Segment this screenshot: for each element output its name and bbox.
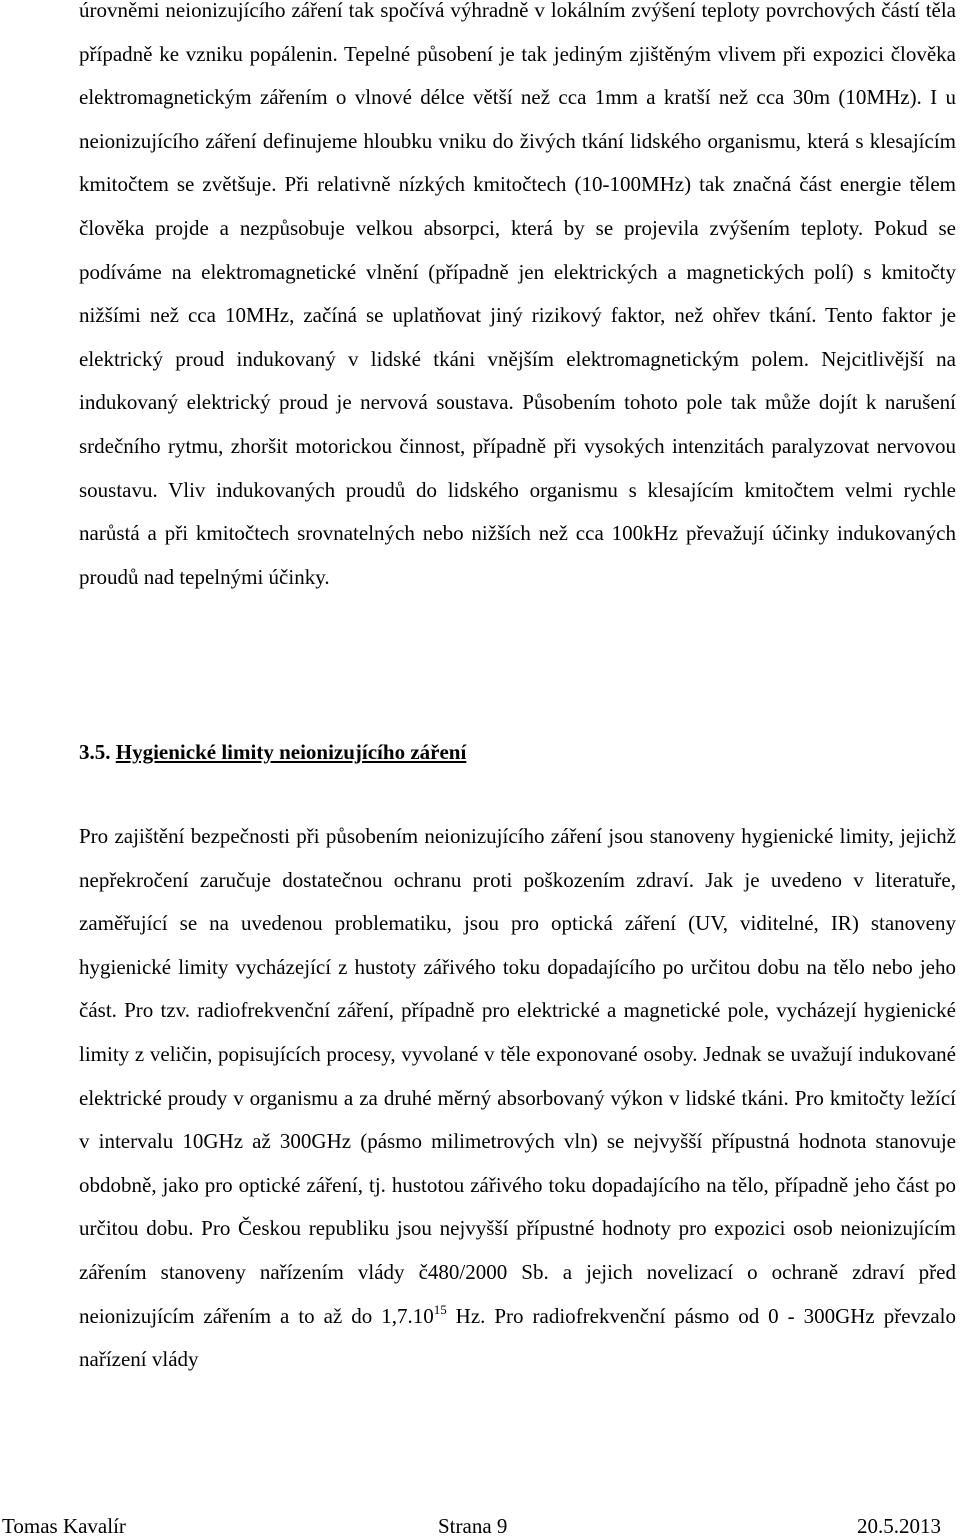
section-title: Hygienické limity neionizujícího záření bbox=[115, 740, 467, 764]
body-paragraph-1: úrovněmi neionizujícího záření tak spočívá výhradně v lokálním zvýšení teploty povrchových částí těla případně ke vzniku popálenin. Tepelné působení je tak jediným zjištěným vlivem při expozici člověka elektromagnetickým zářením o vlnové délce větší než cca 1mm a kratší než cca 30m (10MHz). I u neionizujícího záření definujeme hloubku vniku do živých tkání lidského organismu, která s klesajícím kmitočtem se zvětšuje. Při relativně nízkých kmitočtech (10-100MHz) tak značná část energie tělem člověka projde a nezpůsobuje velkou absorpci, která by se projevila zvýšením teploty. Pokud se podíváme na elektromagnetické vlnění (případně jen elektrických a magnetických polí) s kmitočty nižšími než cca 10MHz, začíná se uplatňovat jiný rizikový faktor, než ohřev tkání. Tento faktor je elektrický proud indukovaný v lidské tkáni vnějším elektromagnetickým polem. Nejcitlivější na indukovaný elektrický proud je nervová soustava. Působením tohoto pole tak může dojít k narušení srdečního rytmu, zhoršit motorickou činnost, případně při vysokých intenzitách paralyzovat nervovou soustavu. Vliv indukovaných proudů do lidského organismu s klesajícím kmitočtem velmi rychle narůstá a při kmitočtech srovnatelných nebo nižších než cca 100kHz převažují účinky indukovaných proudů nad tepelnými účinky. bbox=[79, 0, 956, 589]
section-heading bbox=[79, 734, 466, 770]
footer-date: 20.5.2013 bbox=[857, 1514, 941, 1538]
paragraph-2-text-end: Hz. Pro radiofrekvenční pásmo od 0 - 300GHz převzalo nařízení vlády bbox=[79, 1303, 957, 1372]
footer-author: Tomas Kavalír bbox=[2, 1514, 126, 1538]
section-number: 3.5. bbox=[79, 740, 111, 764]
footer-page-number: Strana 9 bbox=[438, 1514, 508, 1538]
page-footer bbox=[0, 1513, 960, 1539]
exponent-superscript: 15 bbox=[433, 1301, 447, 1317]
body-paragraph-2 bbox=[79, 815, 956, 1382]
paragraph-2-text: Pro zajištění bezpečnosti při působením neionizujícího záření jsou stanoveny hygienické limity, jejichž nepřekročení zaručuje dostatečnou ochranu proti poškozením zdraví. Jak je uvedeno v literatuře, zaměřující se na uvedenou problematiku, jsou pro optická záření (UV, viditelné, IR) stanoveny hygienické limity vycházející z hustoty zářivého toku dopadajícího po určitou dobu na tělo nebo jeho část. Pro tzv. radiofrekvenční záření, případně pro elektrické a magnetické pole, vycházejí hygienické limity z veličin, popisujících procesy, vyvolané v těle exponované osoby. Jednak se uvažují indukované elektrické proudy v organismu a za druhé měrný absorbovaný výkon v lidské tkáni. Pro kmitočty ležící v intervalu 10GHz až 300GHz (pásmo milimetrových vln) se nejvyšší přípustná hodnota stanovuje obdobně, jako pro optické záření, tj. hustotou zářivého toku dopadajícího na tělo, případně jeho část po určitou dobu. Pro Českou republiku jsou nejvyšší přípustné hodnoty pro expozici osob neionizujícím zářením stanoveny nařízením vlády č480/2000 Sb. a jejich novelizací o ochraně zdraví před neionizujícím zářením a to až do 1,7.10 bbox=[79, 824, 956, 1328]
